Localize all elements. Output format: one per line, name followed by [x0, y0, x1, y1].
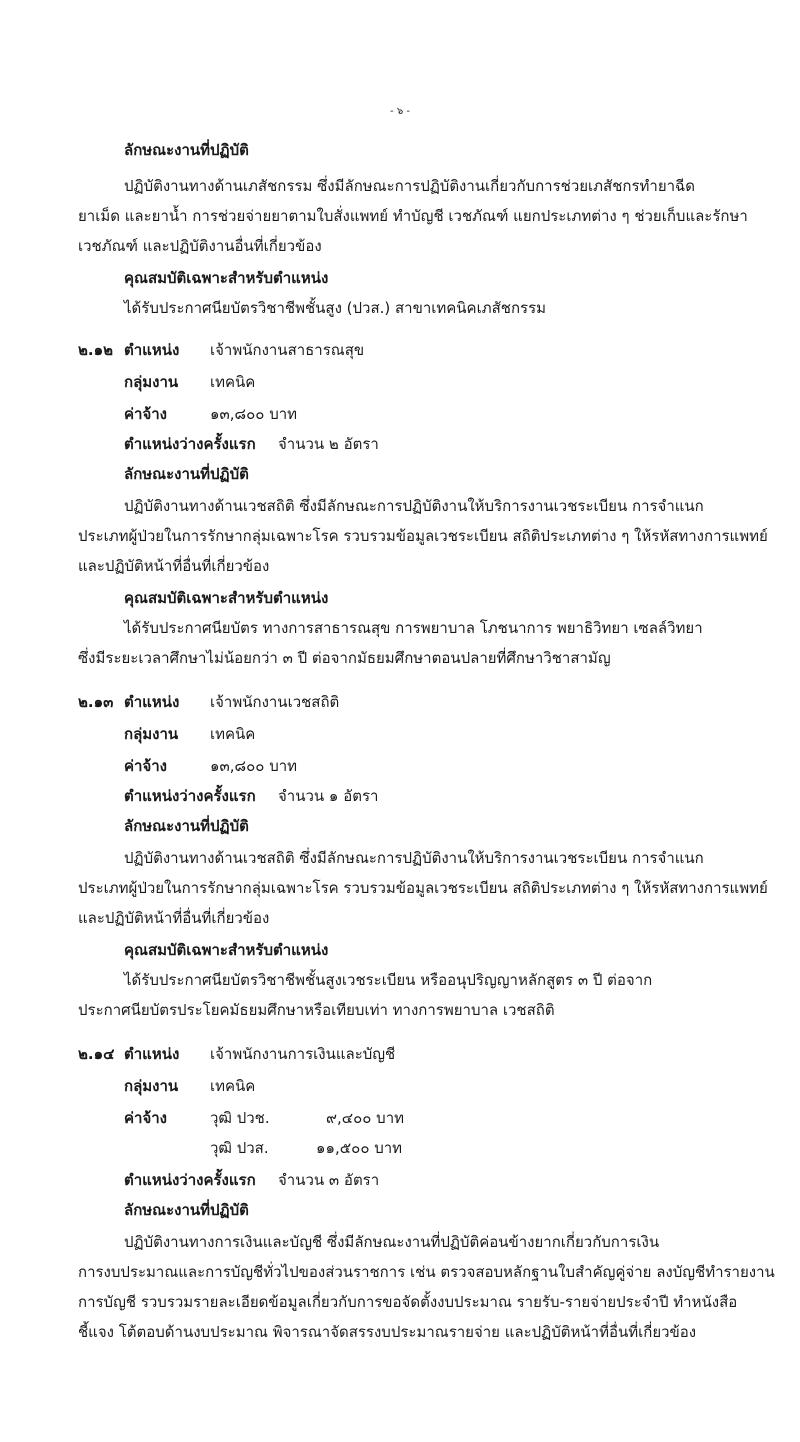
duty-heading: ลักษณะงานที่ปฏิบัติ [124, 1201, 249, 1219]
position-label: ตำแหน่ง [124, 341, 180, 359]
group-label: กลุ่มงาน [124, 1077, 179, 1095]
duty-line: ปฏิบัติงานทางด้านเวชสถิติ ซึ่งมีลักษณะการปฏิบัติงานให้บริการงานเวชระเบียน การจำแนก [124, 497, 704, 515]
wage-label: ค่าจ้าง [124, 405, 167, 423]
section-number: ๒.๑๔ [78, 1045, 115, 1063]
wage-level: วุฒิ ปวส. [210, 1139, 269, 1157]
wage-label: ค่าจ้าง [124, 757, 167, 775]
duty-line: และปฏิบัติหน้าที่อื่นที่เกี่ยวข้อง [78, 909, 270, 927]
duty-heading: ลักษณะงานที่ปฏิบัติ [124, 817, 249, 835]
qual-line: ได้รับประกาศนียบัตร ทางการสาธารณสุข การพยาบาล โภชนาการ พยาธิวิทยา เซลล์วิทยา [124, 619, 703, 637]
qual-line: ได้รับประกาศนียบัตรวิชาชีพชั้นสูงเวชระเบียน หรืออนุปริญญาหลักสูตร ๓ ปี ต่อจาก [124, 971, 653, 989]
duty-heading: ลักษณะงานที่ปฏิบัติ [124, 465, 249, 483]
qual-line: ประกาศนียบัตรประโยคมัธยมศึกษาหรือเทียบเท่า ทางการพยาบาล เวชสถิติ [78, 1001, 555, 1019]
intro-qual-heading: คุณสมบัติเฉพาะสำหรับตำแหน่ง [124, 269, 329, 287]
duty-line: ปฏิบัติงานทางด้านเวชสถิติ ซึ่งมีลักษณะการปฏิบัติงานให้บริการงานเวชระเบียน การจำแนก [124, 849, 704, 867]
section-number: ๒.๑๒ [78, 341, 113, 359]
group-value: เทคนิค [210, 725, 256, 743]
intro-duty-heading: ลักษณะงานที่ปฏิบัติ [124, 141, 249, 159]
duty-line: และปฏิบัติหน้าที่อื่นที่เกี่ยวข้อง [78, 557, 270, 575]
duty-line: การบัญชี รวบรวมรายละเอียดข้อมูลเกี่ยวกับการขอจัดตั้งงบประมาณ รายรับ-รายจ่ายประจำปี ทำหนังสือ [78, 1293, 738, 1311]
intro-duty-line: ปฏิบัติงานทางด้านเภสัชกรรม ซึ่งมีลักษณะการปฏิบัติงานเกี่ยวกับการช่วยเภสัชกรทำยาฉีด [124, 177, 696, 195]
wage-label: ค่าจ้าง [124, 1109, 167, 1127]
page-number: - ๖ - [390, 106, 410, 117]
group-label: กลุ่มงาน [124, 373, 179, 391]
position-title: เจ้าพนักงานการเงินและบัญชี [210, 1045, 396, 1063]
intro-duty-line: เวชภัณฑ์ และปฏิบัติงานอื่นที่เกี่ยวข้อง [78, 237, 322, 255]
section-number: ๒.๑๓ [78, 693, 114, 711]
vacancy-label: ตำแหน่งว่างครั้งแรก [124, 1171, 256, 1189]
qual-heading: คุณสมบัติเฉพาะสำหรับตำแหน่ง [124, 589, 329, 607]
qual-line: ซึ่งมีระยะเวลาศึกษาไม่น้อยกว่า ๓ ปี ต่อจากมัธยมศึกษาตอนปลายที่ศึกษาวิชาสามัญ [78, 649, 611, 667]
qual-heading: คุณสมบัติเฉพาะสำหรับตำแหน่ง [124, 941, 329, 959]
duty-line: ประเภทผู้ป่วยในการรักษากลุ่มเฉพาะโรค รวบรวมข้อมูลเวชระเบียน สถิติประเภทต่าง ๆ ให้รหัสทางการแพทย์ [78, 527, 768, 545]
duty-line: ประเภทผู้ป่วยในการรักษากลุ่มเฉพาะโรค รวบรวมข้อมูลเวชระเบียน สถิติประเภทต่าง ๆ ให้รหัสทางการแพทย์ [78, 879, 768, 897]
group-value: เทคนิค [210, 373, 256, 391]
wage-level: วุฒิ ปวช. [210, 1109, 270, 1127]
wage-amount: ๙,๔๐๐ บาท [326, 1109, 405, 1127]
intro-qual-line: ได้รับประกาศนียบัตรวิชาชีพชั้นสูง (ปวส.) สาขาเทคนิคเภสัชกรรม [124, 299, 547, 317]
position-label: ตำแหน่ง [124, 1045, 180, 1063]
wage-value: ๑๓,๘๐๐ บาท [210, 757, 298, 775]
wage-value: ๑๓,๘๐๐ บาท [210, 405, 298, 423]
position-title: เจ้าพนักงานสาธารณสุข [210, 341, 365, 359]
duty-line: การงบประมาณและการบัญชีทั่วไปของส่วนราชการ เช่น ตรวจสอบหลักฐานใบสำคัญคู่จ่าย ลงบัญชีทำรายงาน [78, 1263, 775, 1281]
position-title: เจ้าพนักงานเวชสถิติ [210, 693, 340, 711]
vacancy-label: ตำแหน่งว่างครั้งแรก [124, 787, 256, 805]
duty-line: ชี้แจง โต้ตอบด้านงบประมาณ พิจารณาจัดสรรงบประมาณรายจ่าย และปฏิบัติหน้าที่อื่นที่เกี่ยวข้อง [78, 1323, 697, 1341]
vacancy-label: ตำแหน่งว่างครั้งแรก [124, 435, 256, 453]
vacancy-value: จำนวน ๓ อัตรา [278, 1171, 380, 1189]
position-label: ตำแหน่ง [124, 693, 180, 711]
group-label: กลุ่มงาน [124, 725, 179, 743]
group-value: เทคนิค [210, 1077, 256, 1095]
wage-amount: ๑๑,๕๐๐ บาท [316, 1139, 403, 1157]
vacancy-value: จำนวน ๒ อัตรา [278, 435, 379, 453]
intro-duty-line: ยาเม็ด และยาน้ำ การช่วยจ่ายยาตามใบสั่งแพทย์ ทำบัญชี เวชภัณฑ์ แยกประเภทต่าง ๆ ช่วยเก็บและรักษา [78, 207, 748, 225]
duty-line: ปฏิบัติงานทางการเงินและบัญชี ซึ่งมีลักษณะงานที่ปฏิบัติค่อนข้างยากเกี่ยวกับการเงิน [124, 1233, 660, 1251]
vacancy-value: จำนวน ๑ อัตรา [278, 787, 379, 805]
